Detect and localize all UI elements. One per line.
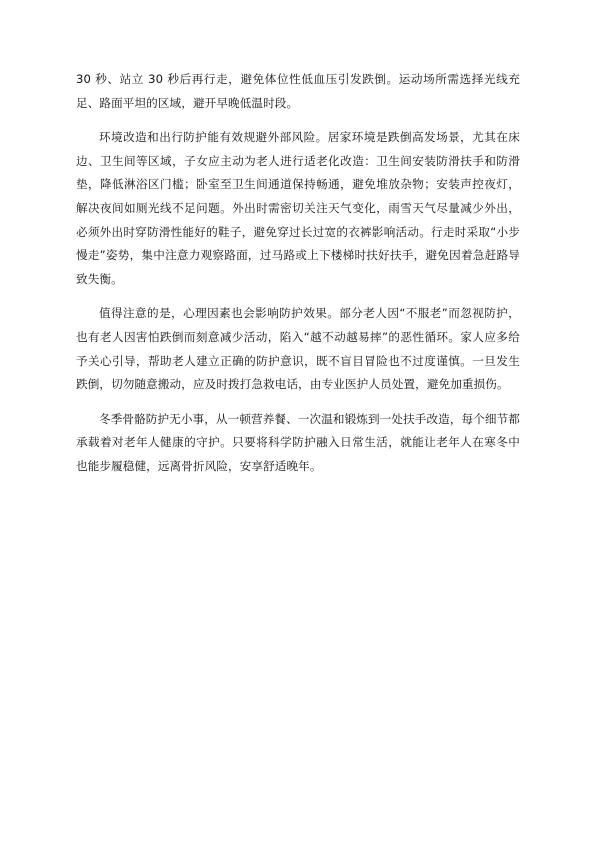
article-body bbox=[76, 68, 520, 479]
paragraph-conclusion: 冬季骨骼防护无小事，从一顿营养餐、一次温和锻炼到一处扶手改造，每个细节都承载着对老年人健康的守护。只要将科学防护融入日常生活，就能让老年人在寒冬中也能步履稳健，远离骨折风险，安享舒适晚年。 bbox=[76, 411, 520, 473]
paragraph-environment-protection: 环境改造和出行防护能有效规避外部风险。居家环境是跌倒高发场景，尤其在床边、卫生间等区域，子女应主动为老人进行适老化改造：卫生间安装防滑扶手和防滑垫，降低淋浴区门槛；卧室至卫生间通道保持畅通，避免堆放杂物；安装声控夜灯，解决夜间如厕光线不足问题。外出时需密切关注天气变化，雨雪天气尽量减少外出，必须外出时穿防滑性能好的鞋子，避免穿过长过宽的衣裤影响活动。行走时采取“小步慢走”姿势，集中注意力观察路面，过马路或上下楼梯时扶好扶手，避免因着急赶路导致失衡。 bbox=[76, 130, 520, 286]
paragraph-continuation: 30 秒、站立 30 秒后再行走，避免体位性低血压引发跌倒。运动场所需选择光线充足、路面平坦的区域，避开早晚低温时段。 bbox=[76, 72, 520, 110]
paragraph-psychological-factors: 值得注意的是，心理因素也会影响防护效果。部分老人因“不服老”而忽视防护，也有老人因害怕跌倒而刻意减少活动，陷入“越不动越易摔”的恶性循环。家人应多给予关心引导，帮助老人建立正确的防护意识，既不盲目冒险也不过度谨慎。一旦发生跌倒，切勿随意搬动，应及时拨打急救电话，由专业医护人员处置，避免加重损伤。 bbox=[76, 306, 520, 392]
